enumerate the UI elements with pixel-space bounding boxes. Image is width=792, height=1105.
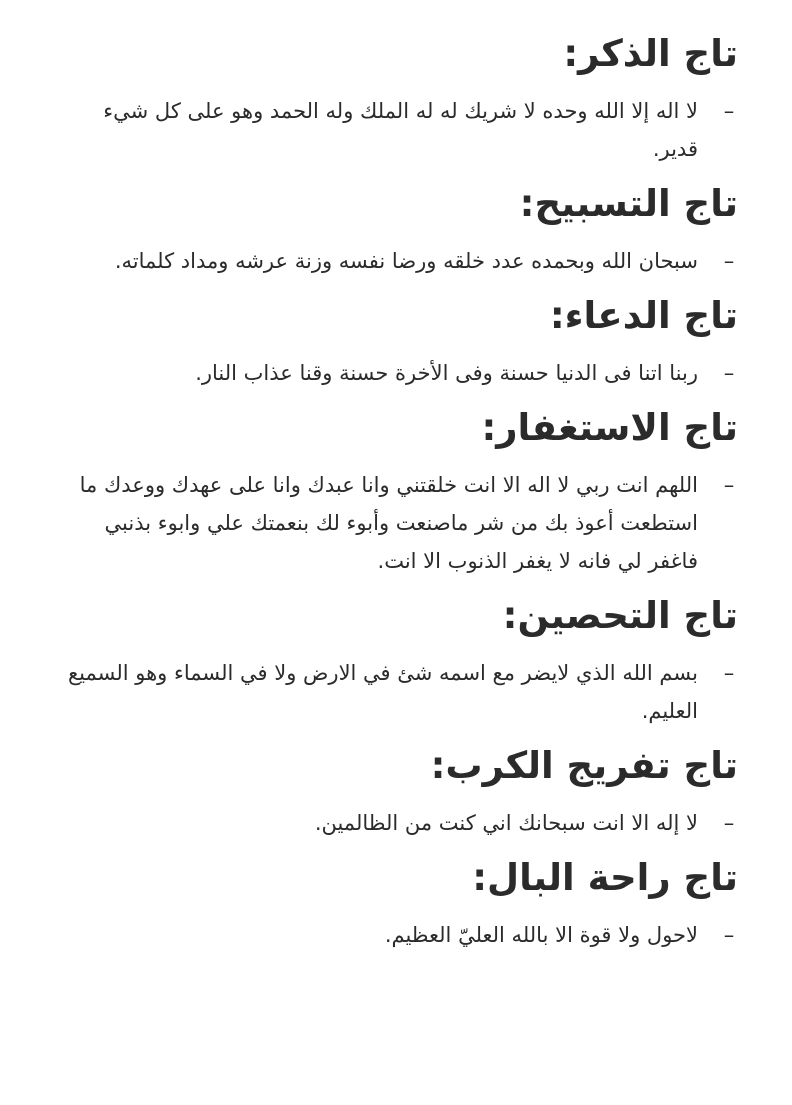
section-tafreej-karb	[56, 734, 738, 842]
dash-bullet: –	[723, 923, 735, 947]
list-item	[56, 654, 738, 730]
list-item	[56, 92, 738, 168]
section-dhikr	[56, 22, 738, 168]
list-item	[56, 916, 738, 954]
section-heading: تاج الاستغفار:	[481, 406, 738, 449]
dash-bullet: –	[723, 249, 735, 273]
section-rahat-bal	[56, 846, 738, 954]
section-tasbih	[56, 172, 738, 280]
section-heading: تاج الذكر:	[563, 32, 738, 75]
list-item	[56, 242, 738, 280]
list-item-text: لاحول ولا قوة الا بالله العليّ العظيم.	[384, 923, 698, 947]
list-item-text: اللهم انت ربي لا اله الا انت خلقتني وانا عبدك وانا على عهدك ووعدك ما استطعت أعوذ بك من شر ماصنعت وأبوء لك بنعمتك علي وابوء بذنبي فاغفر لي فانه لا يغفر الذنوب الا انت.	[79, 473, 698, 573]
section-heading: تاج تفريج الكرب:	[430, 744, 738, 787]
dash-bullet: –	[723, 811, 735, 835]
section-dua	[56, 284, 738, 392]
dash-bullet: –	[723, 361, 735, 385]
section-tahseen	[56, 584, 738, 730]
list-item	[56, 466, 738, 580]
list-item-text: سبحان الله وبحمده عدد خلقه ورضا نفسه وزنة عرشه ومداد كلماته.	[114, 249, 698, 273]
section-heading: تاج الدعاء:	[549, 294, 738, 337]
section-heading: تاج التسبيح:	[519, 182, 738, 225]
section-heading: تاج راحة البال:	[472, 856, 738, 899]
dash-bullet: –	[723, 473, 735, 497]
dash-bullet: –	[723, 661, 735, 685]
section-istighfar	[56, 396, 738, 580]
list-item-text: ربنا اتنا فى الدنيا حسنة وفى الأخرة حسنة وقنا عذاب النار.	[195, 361, 698, 385]
list-item-text: لا إله الا انت سبحانك اني كنت من الظالمين.	[314, 811, 698, 835]
list-item-text: لا اله إلا الله وحده لا شريك له له الملك وله الحمد وهو على كل شيء قدير.	[103, 99, 698, 161]
list-item	[56, 804, 738, 842]
dash-bullet: –	[723, 99, 735, 123]
list-item-text: بسم الله الذي لايضر مع اسمه شئ في الارض ولا في السماء وهو السميع العليم.	[67, 661, 698, 723]
section-heading: تاج التحصين:	[502, 594, 738, 637]
list-item	[56, 354, 738, 392]
